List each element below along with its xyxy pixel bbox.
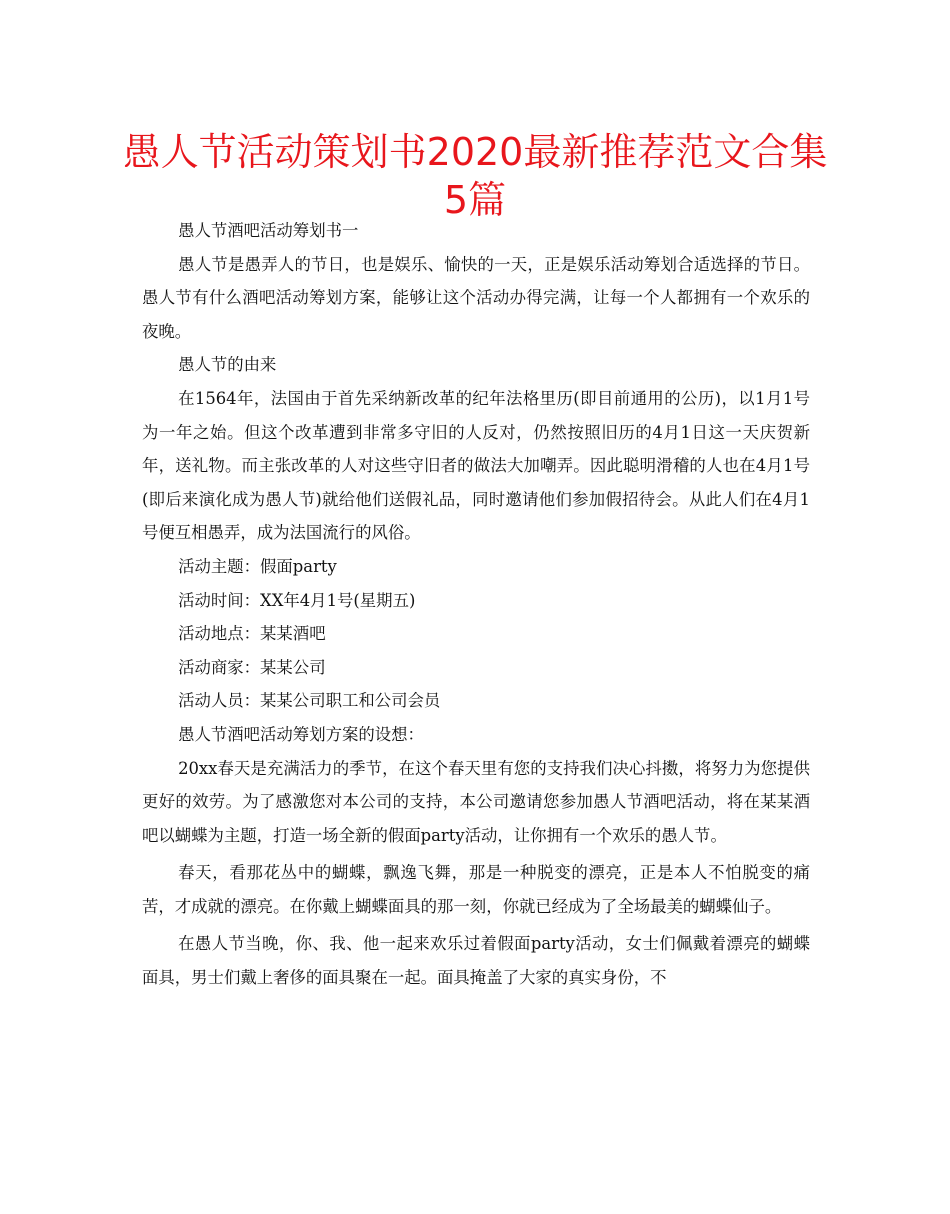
- event-detail-line: 活动时间：XX年4月1号(星期五): [178, 590, 416, 610]
- body-paragraph: 在1564年，法国由于首先采纳新改革的纪年法格里历(即目前通用的公历)，以1月1号为一年之始。但这个改革遭到非常多守旧的人反对，仍然按照旧历的4月1日这一天庆贺新年，送礼物。而主张改革的人对这些守旧者的做法大加嘲弄。因此聪明滑稽的人也在4月1号(即后来演化成为愚人节)就给他们送假礼品，同时邀请他们参加假招待会。从此人们在4月1号便互相愚弄，成为法国流行的风俗。: [142, 388, 810, 543]
- section-heading: 愚人节的由来: [178, 355, 277, 375]
- event-detail-line: 活动商家：某某公司: [178, 657, 326, 677]
- body-paragraph: 20xx春天是充满活力的季节，在这个春天里有您的支持我们决心抖擞，将努力为您提供更好的效劳。为了感激您对本公司的支持，本公司邀请您参加愚人节酒吧活动，将在某某酒吧以蝴蝶为主题，打造一场全新的假面party活动，让你拥有一个欢乐的愚人节。: [142, 758, 810, 845]
- event-detail-line: 活动主题：假面party: [178, 556, 337, 576]
- body-paragraph: 在愚人节当晚，你、我、他一起来欢乐过着假面party活动，女士们佩戴着漂亮的蝴蝶面具，男士们戴上奢侈的面具聚在一起。面具掩盖了大家的真实身份，不: [142, 934, 810, 988]
- section-heading: 愚人节酒吧活动筹划方案的设想：: [178, 724, 424, 744]
- body-paragraph: 春天，看那花丛中的蝴蝶，飘逸飞舞，那是一种脱变的漂亮，正是本人不怕脱变的痛苦，才成就的漂亮。在你戴上蝴蝶面具的那一刻，你就已经成为了全场最美的蝴蝶仙子。: [142, 863, 810, 916]
- document-title: 愚人节活动策划书2020最新推荐范文合集5篇: [122, 130, 828, 222]
- event-detail-line: 活动人员：某某公司职工和公司会员: [178, 691, 441, 711]
- section-heading: 愚人节酒吧活动筹划书一: [178, 221, 359, 240]
- document-body: [142, 214, 810, 995]
- body-paragraph: 愚人节是愚弄人的节日，也是娱乐、愉快的一天，正是娱乐活动筹划合适选择的节日。愚人节有什么酒吧活动筹划方案，能够让这个活动办得完满，让每一个人都拥有一个欢乐的夜晚。: [142, 254, 810, 341]
- event-detail-line: 活动地点：某某酒吧: [178, 624, 326, 644]
